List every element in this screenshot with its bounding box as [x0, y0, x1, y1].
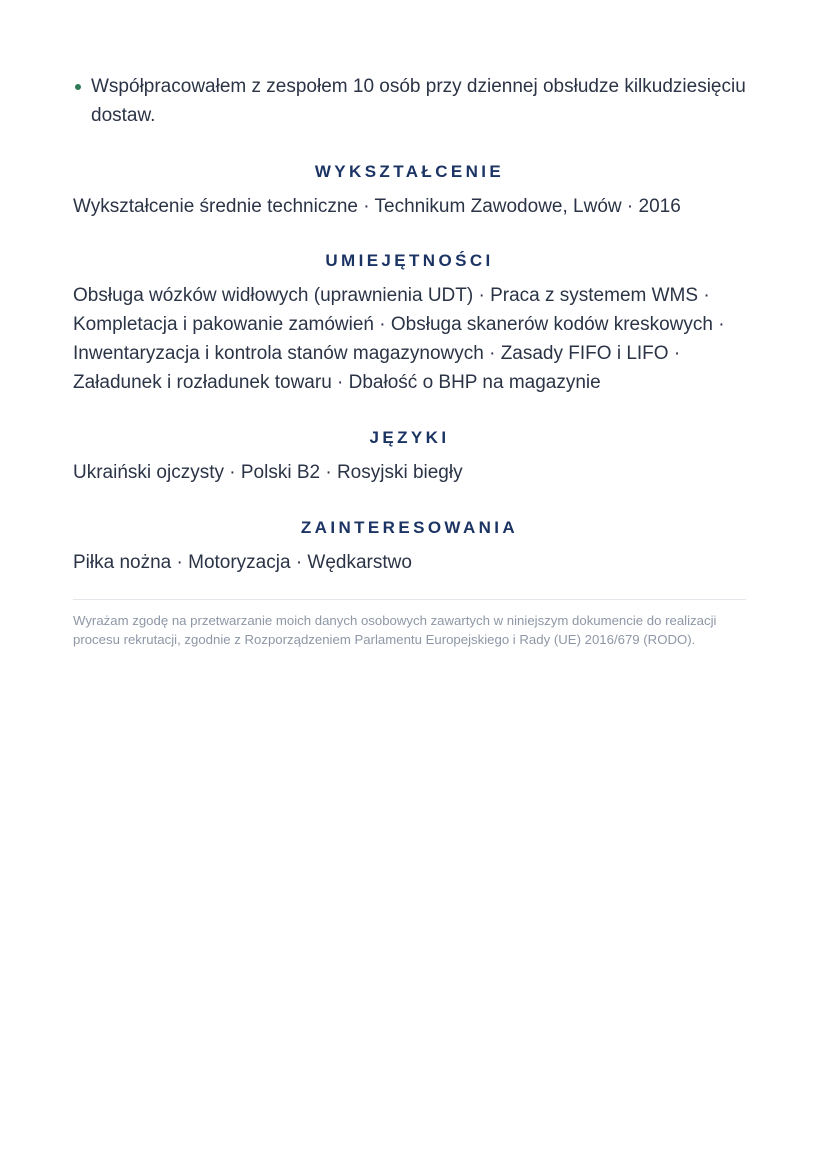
languages-heading: JĘZYKI: [369, 428, 450, 447]
footer-divider: [73, 599, 746, 600]
bullet-dot-icon: [75, 84, 81, 90]
experience-bullets: [73, 72, 746, 130]
skills-text: Obsługa wózków widłowych (uprawnienia UDT) · Praca z systemem WMS · Kompletacja i pakowanie zamówień · Obsługa skanerów kodów kreskowych · Inwentaryzacja i kontrola stanów magazynowych · Zasady FIFO i LIFO · Załadunek i rozładunek towaru · Dbałość o BHP na magazynie: [73, 285, 725, 393]
experience-bullet-text: Współpracowałem z zespołem 10 osób przy dziennej obsłudze kilkudziesięciu dostaw.: [91, 76, 746, 126]
skills-heading: UMIEJĘTNOŚCI: [325, 251, 494, 270]
experience-bullet-item: [73, 72, 746, 130]
cv-page: [73, 72, 746, 662]
gdpr-consent-clause: Wyrażam zgodę na przetwarzanie moich danych osobowych zawartych w niniejszym dokumencie do realizacji procesu rekrutacji, zgodnie z Rozporządzeniem Parlamentu Europejskiego i Rady (UE) 2016/679 (RODO).: [73, 613, 717, 647]
education-heading: WYKSZTAŁCENIE: [314, 162, 505, 181]
education-text: Wykształcenie średnie techniczne · Technikum Zawodowe, Lwów · 2016: [73, 196, 681, 217]
interests-heading: ZAINTERESOWANIA: [300, 518, 519, 537]
interests-text: Piłka nożna · Motoryzacja · Wędkarstwo: [73, 552, 412, 573]
languages-text: Ukraiński ojczysty · Polski B2 · Rosyjski biegły: [73, 462, 463, 483]
